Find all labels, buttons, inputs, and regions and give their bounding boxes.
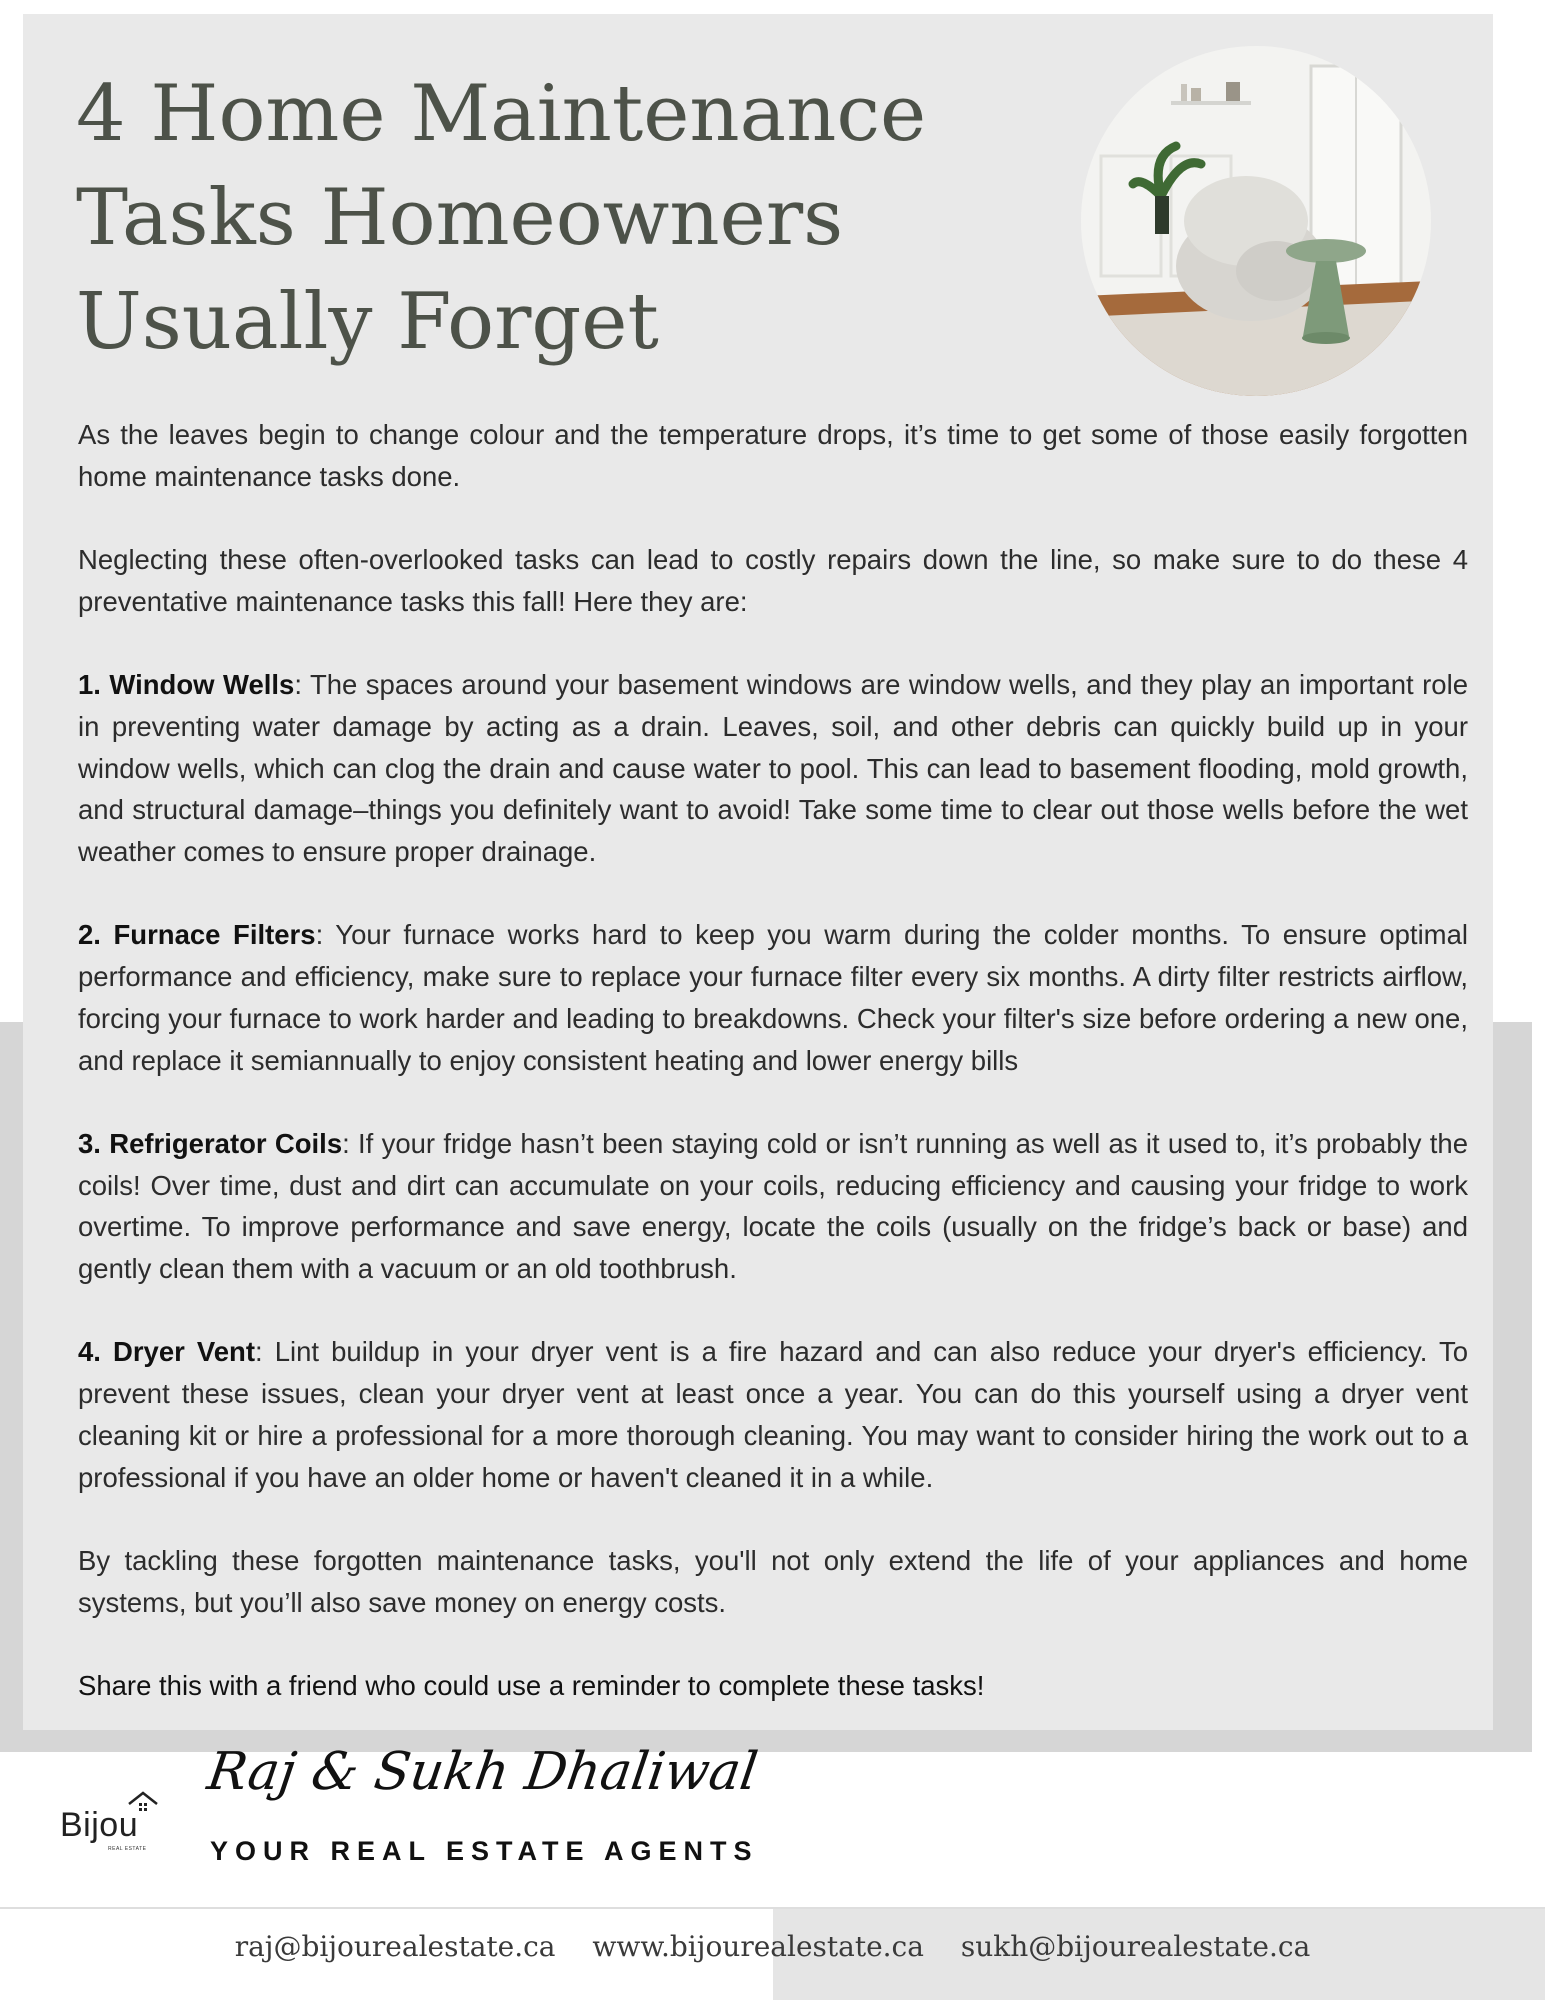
bijou-logo: [60, 1790, 170, 1850]
agents-label: YOUR REAL ESTATE AGENTS: [210, 1836, 759, 1866]
task-heading: 4. Dryer Vent: [78, 1336, 255, 1368]
room-illustration-icon: [1081, 46, 1431, 396]
agent-signature: Raj & Sukh Dhaliwal: [203, 1742, 762, 1802]
intro-paragraph-1: As the leaves begin to change colour and the temperature drops, it’s time to get some of those easily forgotten home maintenance tasks done.: [78, 419, 1468, 492]
article-body: [78, 414, 1468, 1707]
closing-paragraph: By tackling these forgotten maintenance tasks, you'll not only extend the life of your appliances and home systems, but you’ll also save money on energy costs.: [78, 1544, 1468, 1618]
task-text: : The spaces around your basement windows are window wells, and they play an important role in preventing water damage by acting as a drain. Leaves, soil, and other debris can quickly build up in your window wells, which can clog the drain and cause water to pool. This can lead to basement flooding, mold growth, and structural damage–things you definitely want to avoid! Take some time to clear out those wells before the wet weather comes to ensure proper drainage.: [78, 669, 1468, 867]
intro-paragraph-2: Neglecting these often-overlooked tasks can lead to costly repairs down the line, so make sure to do these 4 preventative maintenance tasks this fall! Here they are:: [78, 544, 1468, 617]
contact-footer: [0, 1930, 1545, 1963]
task-window-wells: [78, 664, 1468, 873]
task-text: : If your fridge hasn’t been staying cold or isn’t running as well as it used to, it’s probably the coils! Over time, dust and dirt can accumulate on your coils, reducing efficiency and causing your fridge to work overtime. To improve performance and save energy, locate the coils (usually on the fridge’s back or base) and gently clean them with a vacuum or an old toothbrush.: [78, 1127, 1468, 1284]
task-furnace-filters: [78, 914, 1468, 1081]
task-heading: 2. Furnace Filters: [78, 919, 316, 951]
share-callout: Share this with a friend who could use a reminder to complete these tasks!: [78, 1669, 985, 1701]
task-heading: 1. Window Wells: [78, 669, 295, 701]
task-text: : Your furnace works hard to keep you warm during the colder months. To ensure optimal performance and efficiency, make sure to replace your furnace filter every six months. A dirty filter restricts airflow, forcing your furnace to work harder and leading to breakdowns. Check your filter's size before ordering a new one, and replace it semiannually to enjoy consistent heating and lower energy bills: [78, 919, 1468, 1076]
logo-wordmark: Bijou: [60, 1806, 139, 1844]
task-refrigerator-coils: [78, 1123, 1468, 1290]
contact-website[interactable]: www.bijourealestate.ca: [592, 1930, 924, 1963]
task-heading: 3. Refrigerator Coils: [78, 1127, 343, 1159]
title-line-3: Usually Forget: [76, 277, 659, 367]
contact-email-raj[interactable]: raj@bijourealestate.ca: [234, 1930, 556, 1963]
armchair-room-photo: [1081, 46, 1431, 396]
page-title: [76, 62, 976, 374]
content-card: [23, 14, 1493, 1730]
contact-email-sukh[interactable]: sukh@bijourealestate.ca: [960, 1930, 1311, 1963]
task-text: : Lint buildup in your dryer vent is a fire hazard and can also reduce your dryer's efficiency. To prevent these issues, clean your dryer vent at least once a year. You can do this yourself using a dryer vent cleaning kit or hire a professional for a more thorough cleaning. You may want to consider hiring the work out to a professional if you have an older home or haven't cleaned it in a while.: [78, 1336, 1468, 1493]
title-line-2: Tasks Homeowners: [76, 173, 844, 263]
logo-tagline: REAL ESTATE: [108, 1846, 147, 1852]
task-dryer-vent: [78, 1331, 1468, 1498]
title-line-1: 4 Home Maintenance: [76, 69, 927, 159]
